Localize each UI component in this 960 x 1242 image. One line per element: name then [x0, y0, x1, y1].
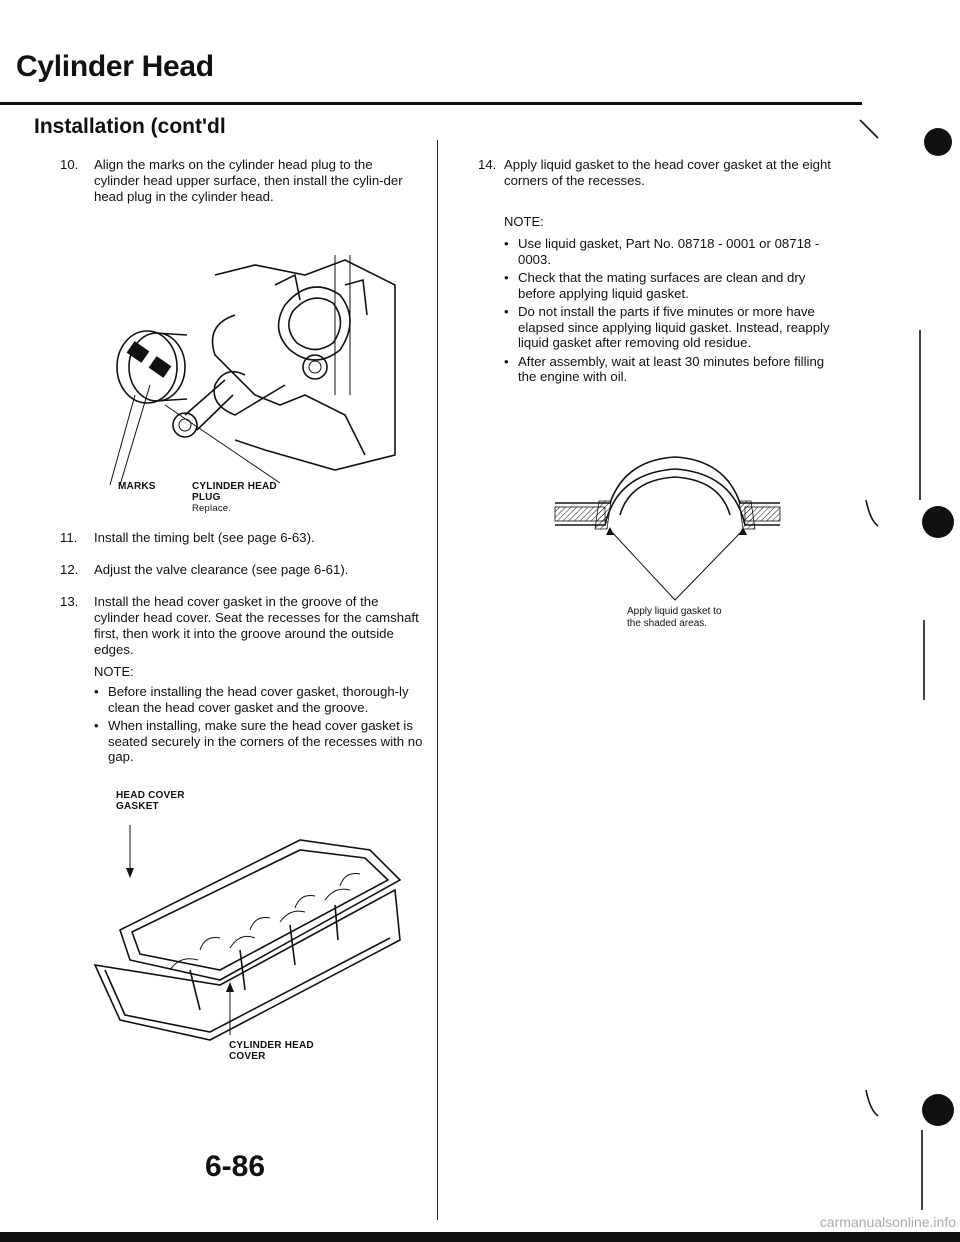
label-marks: MARKS	[118, 481, 156, 492]
note-item: • Use liquid gasket, Part No. 08718 - 0001 or 08718 - 0003.	[504, 236, 820, 267]
header-rule	[0, 102, 862, 105]
label-plug-line2: PLUG	[192, 492, 221, 503]
label-plug-note: Replace.	[192, 503, 232, 514]
caption-line2: the shaded areas.	[627, 618, 708, 629]
label-cover-line1: CYLINDER HEAD	[229, 1040, 314, 1051]
note-title: NOTE:	[504, 214, 544, 229]
head-cover-gasket-figure	[80, 820, 420, 1040]
step-number: 13.	[60, 594, 79, 609]
column-divider	[437, 140, 438, 1220]
step-text: Align the marks on the cylinder head plug to the cylinder head upper surface, then install the cylin-der head plug in the cylinder head.	[94, 157, 403, 204]
label-gasket-line2: GASKET	[116, 801, 159, 812]
note-list	[504, 236, 839, 388]
label-cylinder-head-plug	[192, 481, 277, 514]
note-item: • Check that the mating surfaces are clean and dry before applying liquid gasket.	[504, 270, 806, 301]
step-number: 11.	[60, 530, 78, 545]
label-cover-line2: COVER	[229, 1051, 266, 1062]
step-text: Install the head cover gasket in the groove of the cylinder head cover. Seat the recesses for the camshaft first, then work it into the groove around the outside edges.	[94, 594, 419, 657]
step-text: Install the timing belt (see page 6-63).	[94, 530, 315, 545]
page-number: 6-86	[205, 1150, 266, 1183]
step-12	[60, 562, 420, 578]
bullet-icon: •	[504, 353, 509, 369]
step-11	[60, 530, 420, 546]
bottom-rule	[0, 1232, 960, 1242]
step-number: 12.	[60, 562, 79, 577]
bullet-icon: •	[94, 718, 99, 733]
label-cylinder-head-cover	[229, 1040, 314, 1062]
note-title: NOTE:	[94, 664, 134, 679]
note-list	[94, 684, 424, 768]
step-10	[60, 157, 420, 205]
note-item: • When installing, make sure the head cover gasket is seated securely in the corners of the recesses with no gap.	[94, 718, 423, 764]
step-13	[60, 594, 420, 658]
cylinder-head-plug-figure	[105, 255, 405, 485]
label-gasket-line1: HEAD COVER	[116, 790, 185, 801]
section-subtitle: Installation (cont'dl	[34, 115, 226, 138]
step-number: 14.	[478, 157, 497, 172]
watermark: carmanualsonline.info	[819, 1214, 956, 1230]
bullet-icon: •	[504, 270, 509, 285]
label-plug-line1: CYLINDER HEAD	[192, 481, 277, 492]
step-text: Adjust the valve clearance (see page 6-61).	[94, 562, 349, 577]
bullet-icon: •	[504, 236, 509, 251]
bullet-icon: •	[94, 684, 99, 699]
note-item: • Do not install the parts if five minutes or more have elapsed since applying liquid gasket. Instead, reapply liquid gasket after removing old residue.	[504, 304, 830, 350]
step-text: Apply liquid gasket to the head cover gasket at the eight corners of the recesses.	[504, 157, 831, 188]
label-head-cover-gasket	[116, 790, 185, 812]
bullet-icon: •	[504, 304, 509, 319]
margin-marks	[840, 100, 950, 1230]
page-title: Cylinder Head	[16, 50, 214, 83]
figure-caption	[627, 606, 722, 630]
caption-line1: Apply liquid gasket to	[627, 606, 722, 617]
note-item: • After assembly, wait at least 30 minutes before filling the engine with oil.	[504, 353, 825, 384]
step-14	[478, 157, 838, 189]
note-item: • Before installing the head cover gasket, thorough-ly clean the head cover gasket and the groove.	[94, 684, 409, 715]
step-number: 10.	[60, 157, 79, 172]
